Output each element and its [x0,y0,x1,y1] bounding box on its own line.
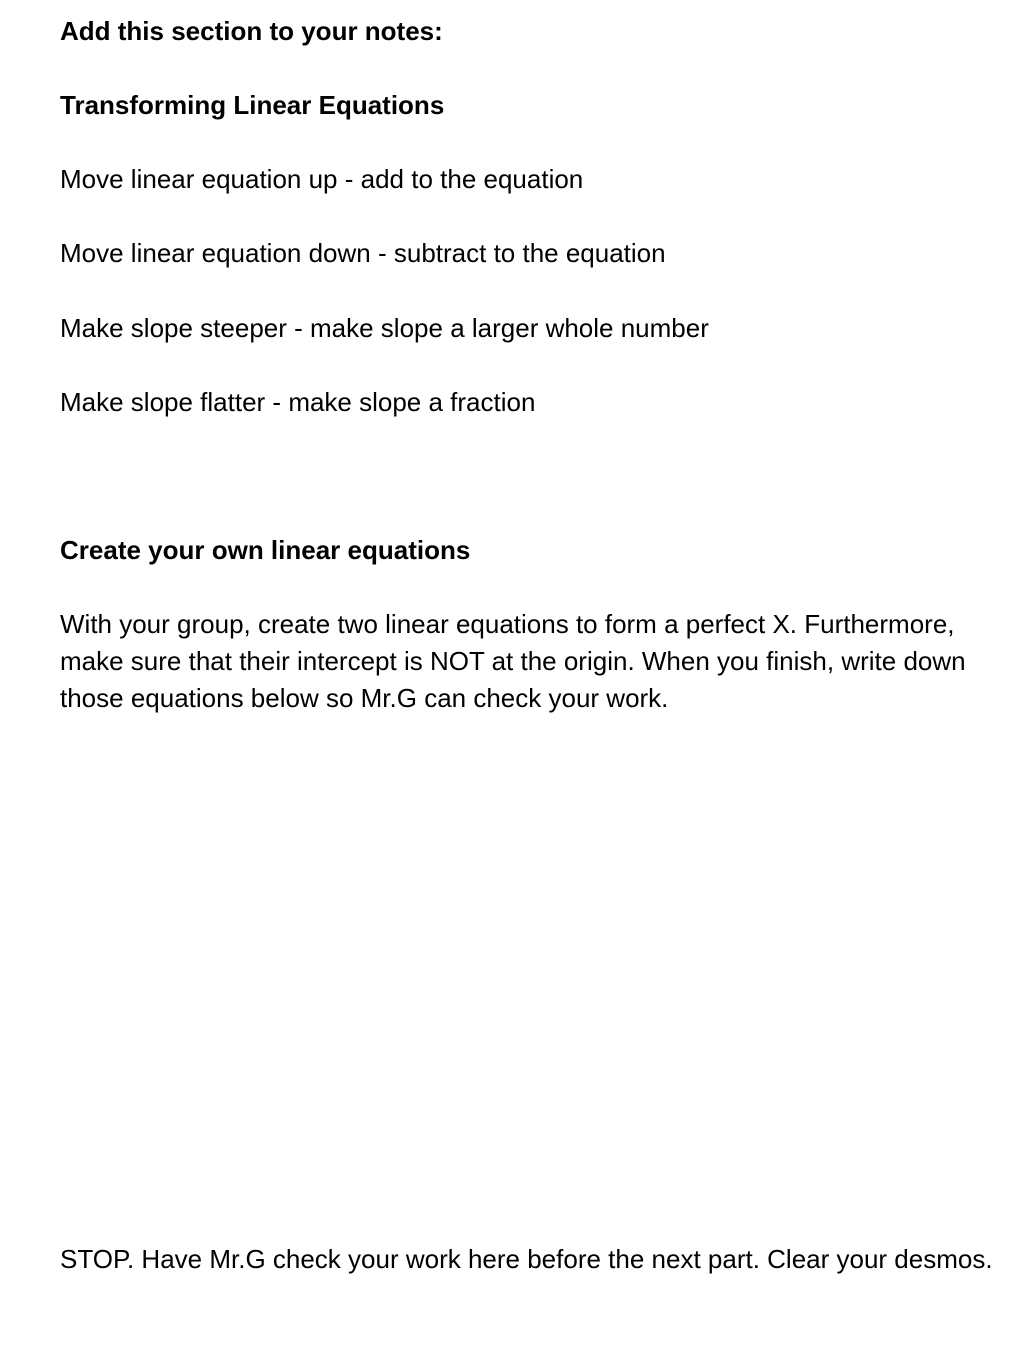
create-equations-title: Create your own linear equations [60,535,471,565]
instructions-paragraph: With your group, create two linear equations to form a perfect X. Furthermore, make sure that their intercept is NOT at the origin. When you finish, write down those equations below so Mr.G can check your work. [60,609,966,713]
stop-instruction: STOP. Have Mr.G check your work here before the next part. Clear your desmos. [60,1244,993,1274]
note-slope-flatter: Make slope flatter - make slope a fraction [60,387,536,417]
note-move-down: Move linear equation down - subtract to the equation [60,238,666,268]
section-title: Transforming Linear Equations [60,90,445,120]
note-slope-steeper: Make slope steeper - make slope a larger whole number [60,313,709,343]
notes-header: Add this section to your notes: [60,16,443,46]
note-move-up: Move linear equation up - add to the equation [60,164,584,194]
